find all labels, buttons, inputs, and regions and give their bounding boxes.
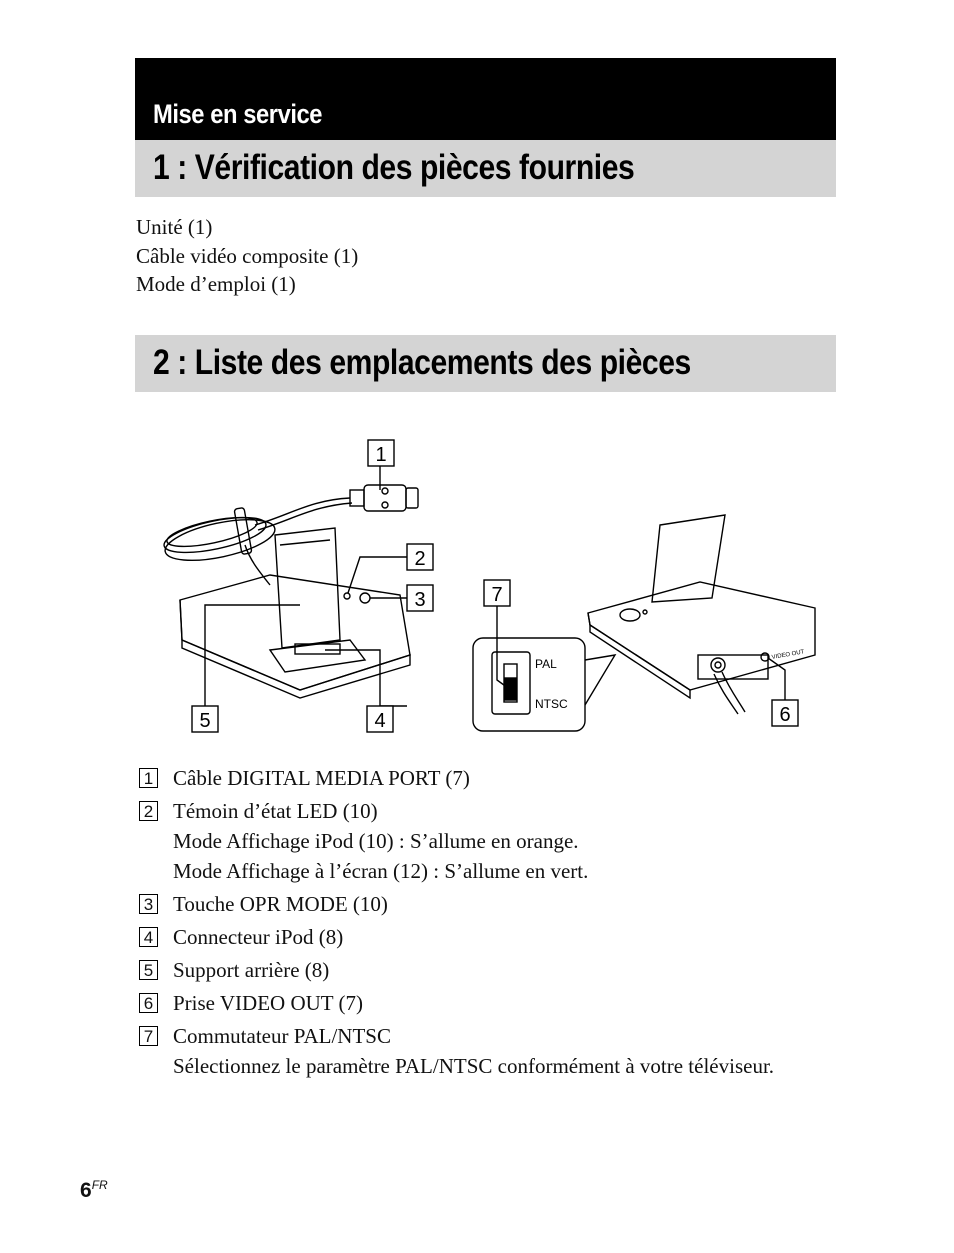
- pal-ntsc-switch-zoom: [473, 638, 615, 731]
- contents-item: Unité (1): [136, 215, 213, 239]
- callout-5: [192, 706, 218, 732]
- svg-text:1: 1: [375, 444, 387, 466]
- contents-list: [136, 213, 358, 299]
- switch-label-ntsc: NTSC: [535, 697, 568, 711]
- callout-1: [368, 440, 394, 466]
- parts-diagram: [150, 430, 830, 750]
- digital-media-port-plug-illustration: [350, 485, 418, 511]
- cable-coil-illustration: [161, 498, 352, 585]
- callout-boxes: [192, 440, 798, 732]
- legend-number: 7: [139, 1026, 158, 1046]
- dock-back-illustration: [588, 515, 815, 714]
- section-banner-title: Mise en service: [153, 99, 323, 129]
- svg-text:5: 5: [199, 710, 211, 732]
- page-number: [80, 1178, 108, 1203]
- dock-front-illustration: [180, 528, 410, 698]
- page-number-suffix: FR: [91, 1178, 108, 1192]
- legend-number: 2: [139, 801, 158, 821]
- svg-text:2: 2: [414, 548, 426, 570]
- legend-text: Témoin d’état LED (10): [173, 799, 378, 823]
- legend-number: 5: [139, 960, 158, 980]
- legend-item-5: [137, 955, 827, 985]
- page-number-value: 6: [80, 1179, 92, 1202]
- legend-number: 4: [139, 927, 158, 947]
- legend-item-7: [137, 1021, 827, 1081]
- legend-text: Prise VIDEO OUT (7): [173, 991, 363, 1015]
- callout-2: [407, 544, 433, 570]
- contents-item: Câble vidéo composite (1): [136, 243, 359, 268]
- legend-number: 3: [139, 894, 158, 914]
- port-label-video-out: VIDEO OUT: [771, 649, 805, 661]
- legend-text: Sélectionnez le paramètre PAL/NTSC conformément à votre téléviseur.: [173, 1054, 775, 1078]
- legend-number: 1: [139, 768, 158, 788]
- svg-text:4: 4: [374, 710, 386, 732]
- legend-text: Connecteur iPod (8): [173, 925, 344, 949]
- legend-item-6: [137, 988, 827, 1018]
- legend-item-2: [137, 796, 827, 886]
- switch-label-pal: PAL: [535, 657, 557, 671]
- heading-2: 2 : Liste des emplacements des pièces: [153, 343, 691, 382]
- legend-number: 6: [139, 993, 158, 1013]
- callout-6: [772, 700, 798, 726]
- legend-item-3: [137, 889, 827, 919]
- parts-legend: [137, 763, 827, 1084]
- legend-text: Commutateur PAL/NTSC: [173, 1024, 391, 1048]
- svg-text:6: 6: [779, 704, 791, 726]
- legend-item-4: [137, 922, 827, 952]
- svg-text:7: 7: [491, 584, 503, 606]
- legend-text: Touche OPR MODE (10): [173, 892, 388, 916]
- callout-4: [367, 706, 393, 732]
- callout-7: [484, 580, 510, 606]
- legend-text: Mode Affichage à l’écran (12) : S’allume en vert.: [173, 859, 589, 883]
- legend-item-1: [137, 763, 827, 793]
- legend-text: Câble DIGITAL MEDIA PORT (7): [173, 766, 470, 790]
- svg-text:3: 3: [414, 589, 426, 611]
- section-banner: [135, 58, 836, 140]
- legend-text: Mode Affichage iPod (10) : S’allume en orange.: [173, 829, 579, 853]
- heading-1-band: [135, 140, 836, 197]
- contents-item: Mode d’emploi (1): [136, 272, 296, 296]
- heading-2-band: [135, 335, 836, 392]
- heading-1: 1 : Vérification des pièces fournies: [153, 148, 635, 187]
- legend-text: Support arrière (8): [173, 958, 330, 982]
- callout-3: [407, 585, 433, 611]
